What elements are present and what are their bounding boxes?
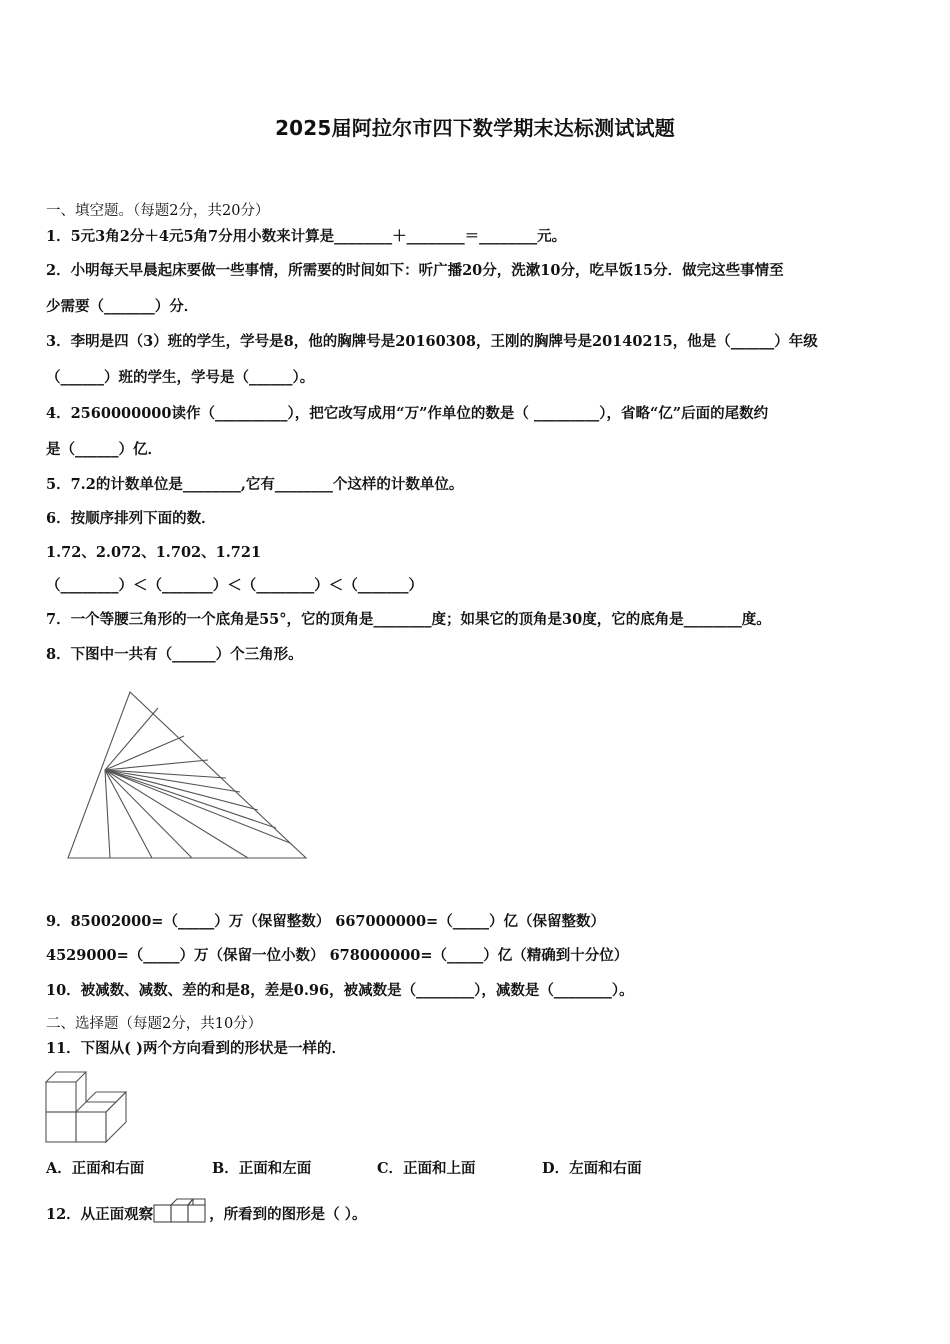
question-7: 7．一个等腰三角形的一个底角是55°，它的顶角是________度；如果它的顶角是30度，它的底角是________度。	[46, 611, 771, 628]
option-c[interactable]: C．正面和上面	[377, 1160, 476, 1177]
question-12	[46, 1205, 367, 1225]
question-9-line-1: 9．85002000=（_____）万（保留整数） 667000000=（_____）亿（保留整数）	[46, 913, 605, 930]
question-12-figure	[153, 1205, 209, 1225]
cube-stack-figure	[44, 1068, 134, 1146]
question-4-line-1: 4．2560000000读作（__________），把它改写成用“万”作单位的数是（ _________），省略“亿”后面的尾数约	[46, 405, 769, 422]
question-6: 6．按顺序排列下面的数．	[46, 510, 216, 527]
question-6-order-blanks: （________）＜（_______）＜（________）＜（_______）	[46, 577, 423, 594]
question-11: 11．下图从( )两个方向看到的形状是一样的．	[46, 1040, 346, 1057]
question-9-line-2: 4529000=（_____）万（保留一位小数） 678000000=（_____）亿（精确到十分位）	[46, 947, 629, 964]
triangle-figure	[60, 688, 310, 863]
question-10: 10．被减数、减数、差的和是8，差是0.96，被减数是（________），减数是（________）。	[46, 982, 634, 999]
question-6-numbers: 1.72、2.072、1.702、1.721	[46, 544, 262, 561]
question-1: 1．5元3角2分＋4元5角7分用小数来计算是________＋________＝________元。	[46, 228, 567, 245]
question-4-line-2: 是（______）亿．	[46, 441, 162, 458]
question-8: 8．下图中一共有（______）个三角形。	[46, 646, 303, 663]
option-b[interactable]: B．正面和左面	[212, 1160, 312, 1177]
question-5: 5．7.2的计数单位是________,它有________个这样的计数单位。	[46, 476, 464, 493]
section-choice-heading: 二、选择题（每题2分，共10分）	[46, 1016, 263, 1032]
option-d[interactable]: D．左面和右面	[542, 1160, 642, 1177]
question-3-line-1: 3．李明是四（3）班的学生，学号是8，他的胸牌号是20160308，王刚的胸牌号是20140215，他是（______）年级	[46, 333, 818, 350]
page-title: 2025届阿拉尔市四下数学期末达标测试试题	[275, 116, 675, 140]
question-12-suffix: ，所看到的图形是（ ）。	[209, 1206, 367, 1223]
option-a[interactable]: A．正面和右面	[46, 1160, 145, 1177]
question-12-prefix: 12．从正面观察	[46, 1206, 154, 1223]
question-2-line-1: 2．小明每天早晨起床要做一些事情，所需要的时间如下：听广播20分，洗漱10分，吃早饭15分．做完这些事情至	[46, 262, 784, 279]
section-fill-in-heading: 一、填空题。（每题2分，共20分）	[46, 203, 270, 219]
question-3-line-2: （______）班的学生，学号是（______）。	[46, 369, 315, 386]
question-2-line-2: 少需要（_______）分．	[46, 298, 199, 315]
